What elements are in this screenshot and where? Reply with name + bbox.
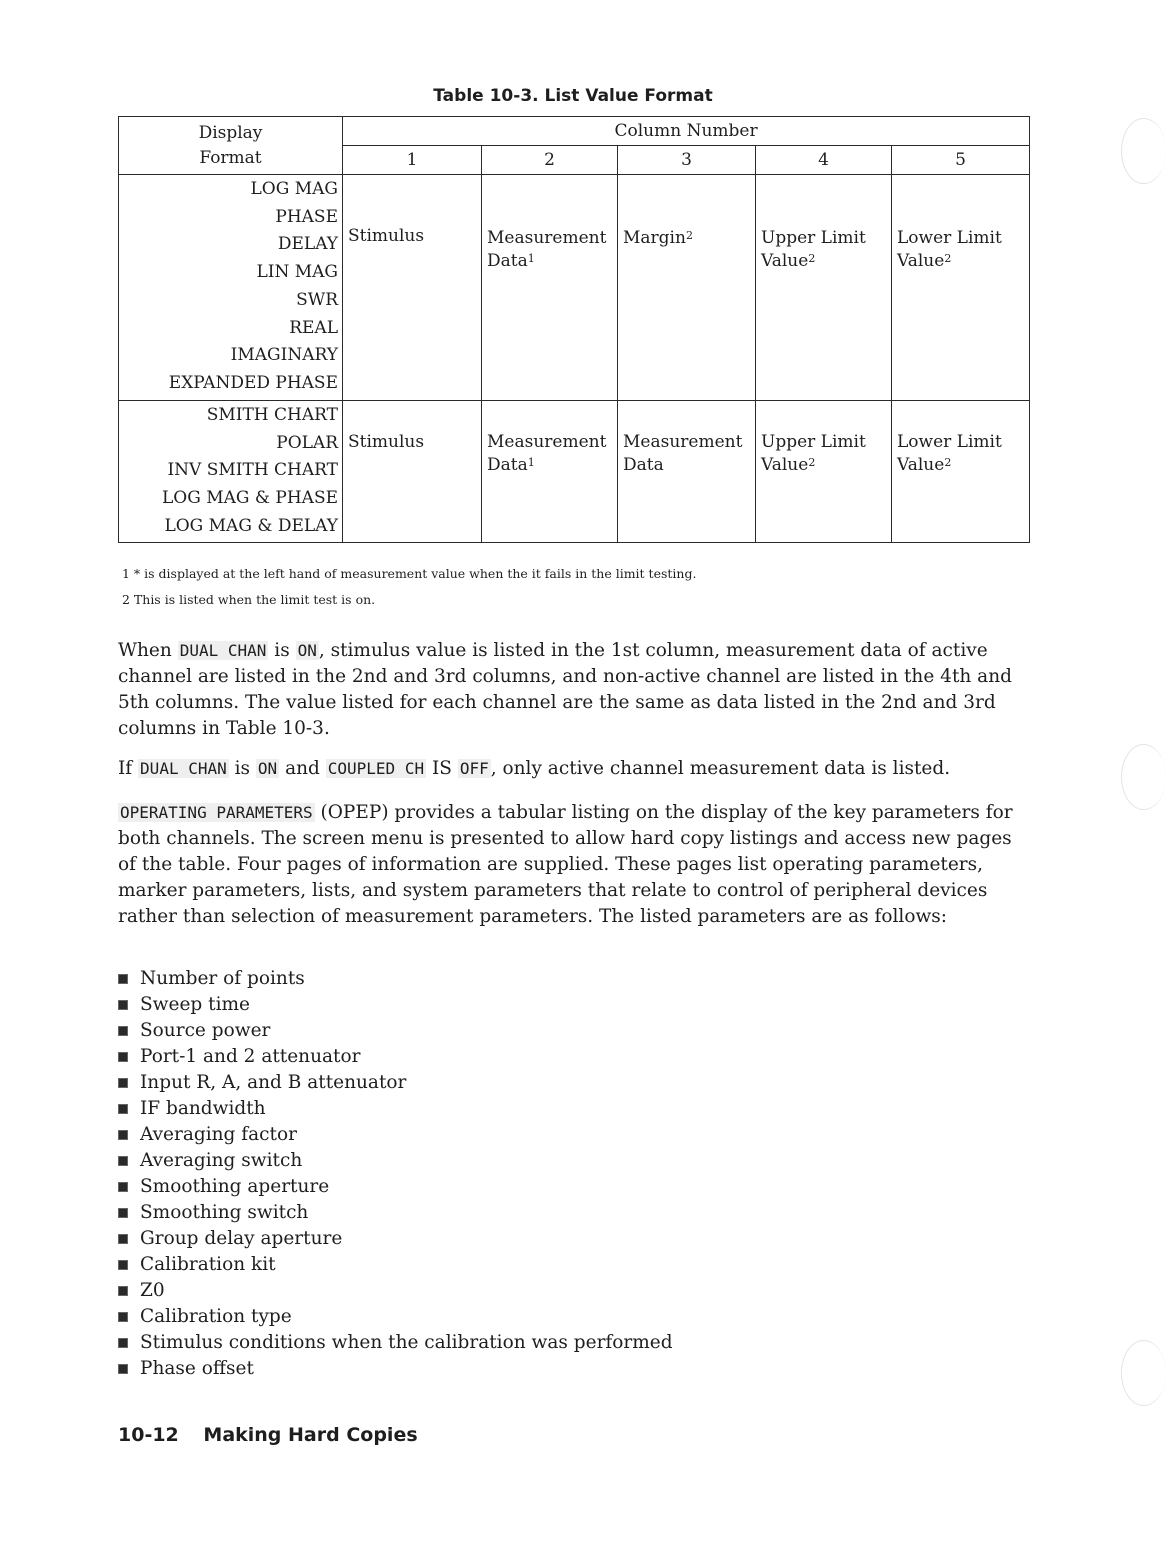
list-item: Smoothing switch: [118, 1200, 673, 1226]
format-item: IMAGINARY: [230, 345, 338, 366]
list-item: Number of points: [118, 966, 673, 992]
bullet-icon: [118, 1260, 128, 1270]
table-row-group-1: [119, 175, 1030, 401]
list-item: Sweep time: [118, 992, 673, 1018]
header-col-3: 3: [618, 146, 756, 175]
bullet-icon: [118, 1130, 128, 1140]
list-item: Smoothing aperture: [118, 1174, 673, 1200]
bullet-icon: [118, 1234, 128, 1244]
format-item: SMITH CHART: [206, 405, 338, 425]
softkey-label: OFF: [459, 759, 489, 778]
format-item: INV SMITH CHART: [167, 460, 338, 481]
bullet-icon: [118, 1052, 128, 1062]
table-cell: Measurement Data: [618, 401, 756, 543]
format-item: LOG MAG & DELAY: [164, 515, 338, 536]
footnote-ref: 2: [944, 252, 952, 265]
bullet-icon: [118, 1026, 128, 1036]
list-item: Stimulus conditions when the calibration was performed: [118, 1330, 673, 1356]
table-cell: Stimulus: [343, 401, 482, 543]
binder-hole: [1121, 744, 1166, 810]
header-column-number: Column Number: [343, 117, 1030, 146]
binder-hole: [1121, 1340, 1166, 1406]
footnote-ref: 1: [527, 456, 535, 469]
page-footer: [118, 1424, 418, 1446]
footnote-1: 1 * is displayed at the left hand of measurement value when the it fails in the limit testing.: [122, 566, 697, 581]
bullet-icon: [118, 1208, 128, 1218]
section-title: Making Hard Copies: [203, 1424, 418, 1446]
list-item: Source power: [118, 1018, 673, 1044]
softkey-label: OPERATING PARAMETERS: [120, 803, 313, 822]
list-item: Averaging factor: [118, 1122, 673, 1148]
bullet-icon: [118, 1338, 128, 1348]
footnote-ref: 2: [808, 252, 816, 265]
table-cell: Upper Limit Value$^2$: [756, 401, 892, 543]
list-item: IF bandwidth: [118, 1096, 673, 1122]
bullet-icon: [118, 1000, 128, 1010]
table-cell: Upper Limit Value$^2$: [756, 175, 892, 401]
header-col-5: 5: [892, 146, 1030, 175]
parameter-list: [118, 966, 673, 1382]
list-item: Input R, A, and B attenuator: [118, 1070, 673, 1096]
softkey-label: DUAL CHAN: [140, 759, 227, 778]
softkey-label: DUAL CHAN: [179, 641, 267, 660]
table-cell: Measurement Data$^1$: [482, 401, 618, 543]
list-item: Phase offset: [118, 1356, 673, 1382]
table-cell: Measurement Data$^1$: [482, 175, 618, 401]
bullet-icon: [118, 1312, 128, 1322]
list-item: Averaging switch: [118, 1148, 673, 1174]
bullet-icon: [118, 1104, 128, 1114]
format-item: DELAY: [277, 234, 338, 255]
table-cell: Lower Limit Value$^2$: [892, 401, 1030, 543]
header-col-4: 4: [756, 146, 892, 175]
bullet-icon: [118, 974, 128, 984]
list-item: Port-1 and 2 attenuator: [118, 1044, 673, 1070]
header-display-format: Display Format: [119, 117, 343, 175]
bullet-icon: [118, 1364, 128, 1374]
softkey-label: ON: [297, 641, 317, 660]
table-cell: Lower Limit Value$^2$: [892, 175, 1030, 401]
softkey-label: COUPLED CH: [327, 759, 425, 778]
footnote-ref: 2: [685, 229, 693, 242]
list-item: Calibration type: [118, 1304, 673, 1330]
format-list: [119, 175, 343, 401]
format-list: [119, 401, 343, 543]
list-item: Group delay aperture: [118, 1226, 673, 1252]
header-col-1: 1: [343, 146, 482, 175]
bullet-icon: [118, 1156, 128, 1166]
format-item: EXPANDED PHASE: [168, 372, 338, 393]
format-item: REAL: [289, 317, 338, 338]
format-item: LOG MAG & PHASE: [161, 488, 338, 509]
format-item: PHASE: [275, 206, 338, 227]
bullet-icon: [118, 1182, 128, 1192]
format-item: LIN MAG: [256, 262, 338, 283]
paragraph-dual-chan: When DUAL CHAN is ON , stimulus value is listed in the 1st column, measurement data of active channel are listed in the 2nd and 3rd columns, and non-active channel are listed in the 4th and 5th columns. The value listed for each channel are the same as data listed in the 2nd and 3rd columns in Table 10-3.: [118, 640, 1012, 739]
table-cell: Margin$^2$: [618, 175, 756, 401]
format-item: POLAR: [276, 432, 338, 453]
bullet-icon: [118, 1078, 128, 1088]
softkey-label: ON: [257, 759, 278, 778]
footnote-ref: 1: [527, 252, 535, 265]
page-number: 10-12: [118, 1424, 179, 1446]
table-cell: Stimulus: [343, 175, 482, 401]
format-item: SWR: [296, 289, 338, 310]
paragraph-coupled: If DUAL CHAN is ON and COUPLED CH IS OFF , only active channel measurement data is listed.: [118, 758, 951, 779]
footnote-2: 2 This is listed when the limit test is on.: [122, 592, 376, 607]
footnote-ref: 2: [808, 456, 816, 469]
table-title: Table 10-3. List Value Format: [433, 86, 713, 106]
paragraph-operating-parameters: OPERATING PARAMETERS (OPEP) provides a tabular listing on the display of the key parameters for both channels. The screen menu is presented to allow hard copy listings and access new pages of the table. Four pages of information are supplied. These pages list operating parameters, marker parameters, lists, and system parameters that relate to control of peripheral devices rather than selection of measurement parameters. The listed parameters are as follows:: [118, 802, 1013, 927]
footnote-ref: 2: [944, 456, 952, 469]
list-item: Calibration kit: [118, 1252, 673, 1278]
list-item: Z0: [118, 1278, 673, 1304]
header-col-2: 2: [482, 146, 618, 175]
bullet-icon: [118, 1286, 128, 1296]
format-item: LOG MAG: [250, 179, 338, 199]
list-value-format-table: [118, 116, 1030, 543]
binder-hole: [1121, 118, 1166, 184]
table-row-group-2: [119, 401, 1030, 543]
